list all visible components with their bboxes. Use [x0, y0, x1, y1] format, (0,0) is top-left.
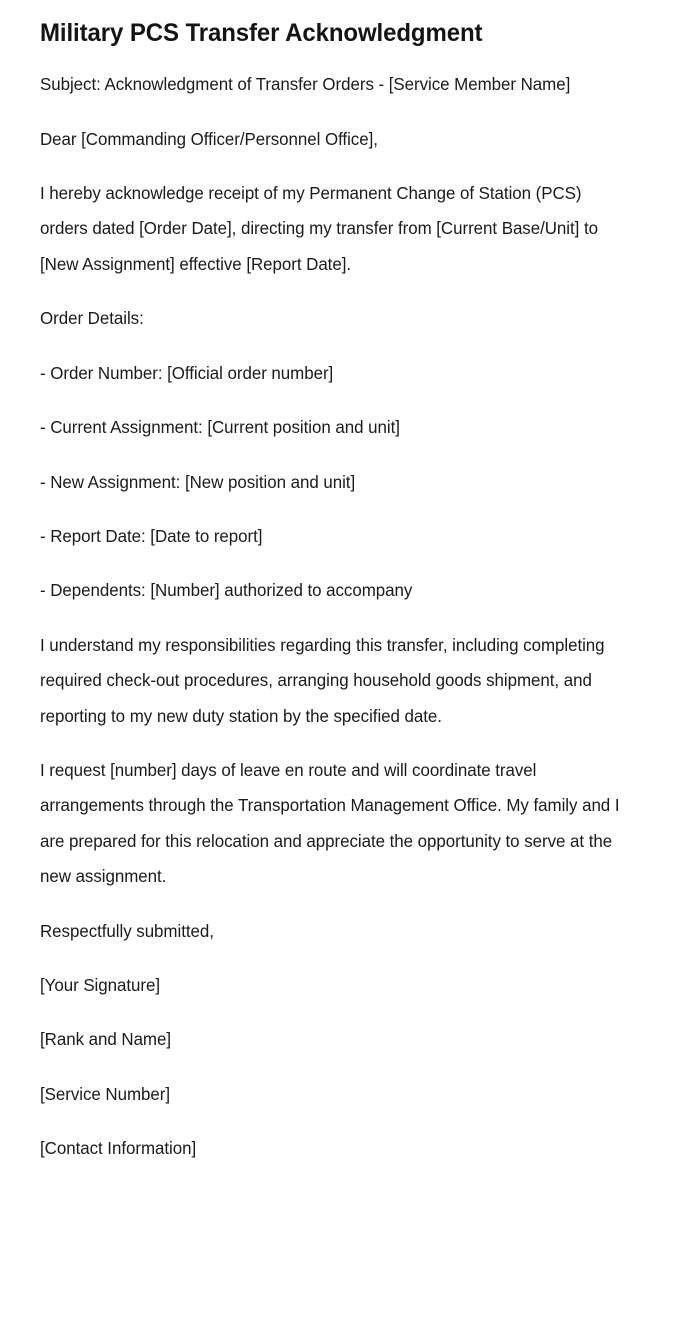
contact-information-placeholder: [Contact Information] [40, 1138, 197, 1159]
leave-paragraph: I request [number] days of leave en route and will coordinate travel arrangements through the Transportation Management Office. My family and I are prepared for this relocation and appreciate the opportunity to serve at the new assignment. [40, 759, 620, 887]
salutation: Dear [Commanding Officer/Personnel Office], [40, 128, 378, 149]
order-detail-order-number: - Order Number: [Official order number] [40, 362, 334, 383]
order-detail-current-assignment: - Current Assignment: [Current position and unit] [40, 417, 400, 438]
order-detail-report-date: - Report Date: [Date to report] [40, 525, 263, 546]
closing-line: Respectfully submitted, [40, 920, 214, 941]
service-number-placeholder: [Service Number] [40, 1083, 170, 1104]
rank-and-name-placeholder: [Rank and Name] [40, 1029, 172, 1050]
order-detail-new-assignment: - New Assignment: [New position and unit] [40, 471, 356, 492]
responsibilities-paragraph: I understand my responsibilities regarding this transfer, including completing required check-out procedures, arranging household goods shipment, and reporting to my new duty station by the specified date. [40, 634, 605, 726]
subject-line: Subject: Acknowledgment of Transfer Orders - [Service Member Name] [40, 74, 571, 95]
opening-paragraph: I hereby acknowledge receipt of my Permanent Change of Station (PCS) orders dated [Order Date], directing my transfer from [Current Base/Unit] to [New Assignment] effective [Report Date]. [40, 183, 598, 274]
page-title: Military PCS Transfer Acknowledgment [40, 19, 483, 47]
order-details-heading: Order Details: [40, 308, 144, 329]
signature-placeholder: [Your Signature] [40, 974, 161, 995]
order-detail-dependents: - Dependents: [Number] authorized to accompany [40, 580, 413, 601]
